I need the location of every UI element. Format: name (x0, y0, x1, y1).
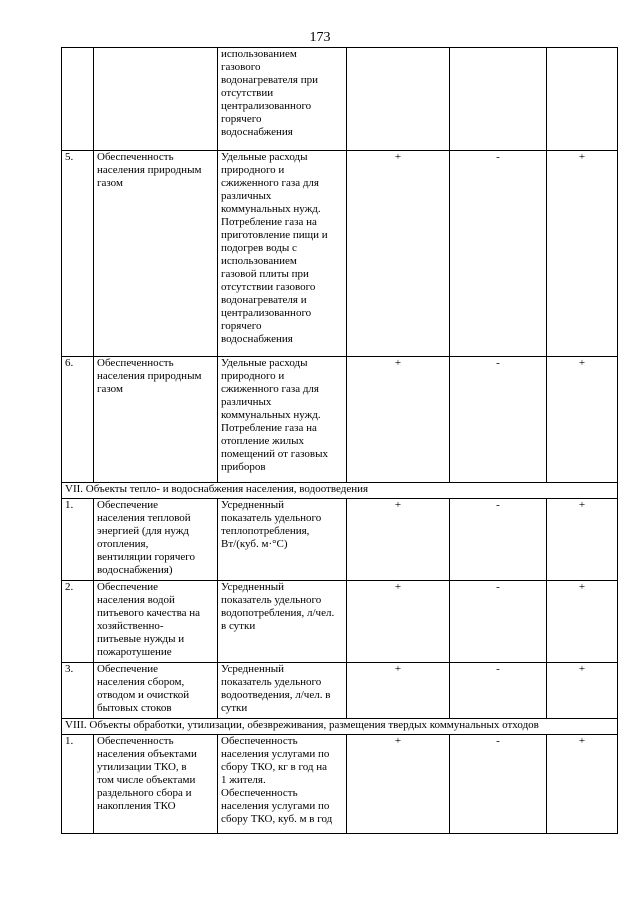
value-col-3: + (547, 499, 618, 581)
value-col-2: - (450, 735, 547, 834)
facility-name (94, 48, 218, 151)
indicator-text: использованием газового водонагревателя при отсутствии централизованного горячего водоснабжения (218, 48, 347, 151)
value-col-3: + (547, 151, 618, 357)
facility-name: Обеспечение населения водой питьевого качества на хозяйственно- питьевые нужды и пожаротушение (94, 581, 218, 663)
table-row (62, 499, 618, 581)
row-number: 6. (62, 357, 94, 483)
value-col-1: + (347, 663, 450, 719)
table-row (62, 48, 618, 151)
section-heading-viii: VIII. Объекты обработки, утилизации, обезвреживания, размещения твердых коммунальных отходов (62, 719, 618, 735)
row-number: 2. (62, 581, 94, 663)
value-col-2: - (450, 663, 547, 719)
value-col-1: + (347, 735, 450, 834)
page-number: 173 (309, 30, 331, 45)
value-col-3: + (547, 735, 618, 834)
section-heading-vii: VII. Объекты тепло- и водоснабжения населения, водоотведения (62, 483, 618, 499)
value-col-1 (347, 48, 450, 151)
facility-name: Обеспеченность населения природным газом (94, 357, 218, 483)
indicator-text: Усредненный показатель удельного водоотведения, л/чел. в сутки (218, 663, 347, 719)
value-col-2 (450, 48, 547, 151)
indicator-text: Удельные расходы природного и сжиженного газа для различных коммунальных нужд. Потребление газа на отопление жилых помещений от газовых приборов (218, 357, 347, 483)
value-col-1: + (347, 581, 450, 663)
row-number: 1. (62, 735, 94, 834)
value-col-1: + (347, 357, 450, 483)
table-row (62, 663, 618, 719)
value-col-2: - (450, 581, 547, 663)
indicator-text: Усредненный показатель удельного теплопотребления, Вт/(куб. м·°C) (218, 499, 347, 581)
row-number: 1. (62, 499, 94, 581)
row-number (62, 48, 94, 151)
value-col-3: + (547, 581, 618, 663)
table-row (62, 735, 618, 834)
value-col-1: + (347, 151, 450, 357)
section-row (62, 483, 618, 499)
indicator-text: Усредненный показатель удельного водопотребления, л/чел. в сутки (218, 581, 347, 663)
value-col-3 (547, 48, 618, 151)
facility-name: Обеспечение населения тепловой энергией (для нужд отопления, вентиляции горячего водоснабжения) (94, 499, 218, 581)
value-col-3: + (547, 357, 618, 483)
row-number: 3. (62, 663, 94, 719)
table-row (62, 357, 618, 483)
indicator-text: Обеспеченность населения услугами по сбору ТКО, кг в год на 1 жителя. Обеспеченность населения услугами по сбору ТКО, куб. м в год (218, 735, 347, 834)
facility-name: Обеспеченность населения объектами утилизации ТКО, в том числе объектами раздельного сбора и накопления ТКО (94, 735, 218, 834)
value-col-3: + (547, 663, 618, 719)
facility-name: Обеспеченность населения природным газом (94, 151, 218, 357)
value-col-2: - (450, 499, 547, 581)
facility-name: Обеспечение населения сбором, отводом и очисткой бытовых стоков (94, 663, 218, 719)
value-col-2: - (450, 151, 547, 357)
row-number: 5. (62, 151, 94, 357)
value-col-2: - (450, 357, 547, 483)
section-row (62, 719, 618, 735)
value-col-1: + (347, 499, 450, 581)
table-row (62, 581, 618, 663)
table-row (62, 151, 618, 357)
indicators-table (61, 47, 618, 834)
indicator-text: Удельные расходы природного и сжиженного газа для различных коммунальных нужд. Потребление газа на приготовление пищи и подогрев воды с использованием газовой плиты при отсутствии газового водонагревателя и централизованного горячего водоснабжения (218, 151, 347, 357)
